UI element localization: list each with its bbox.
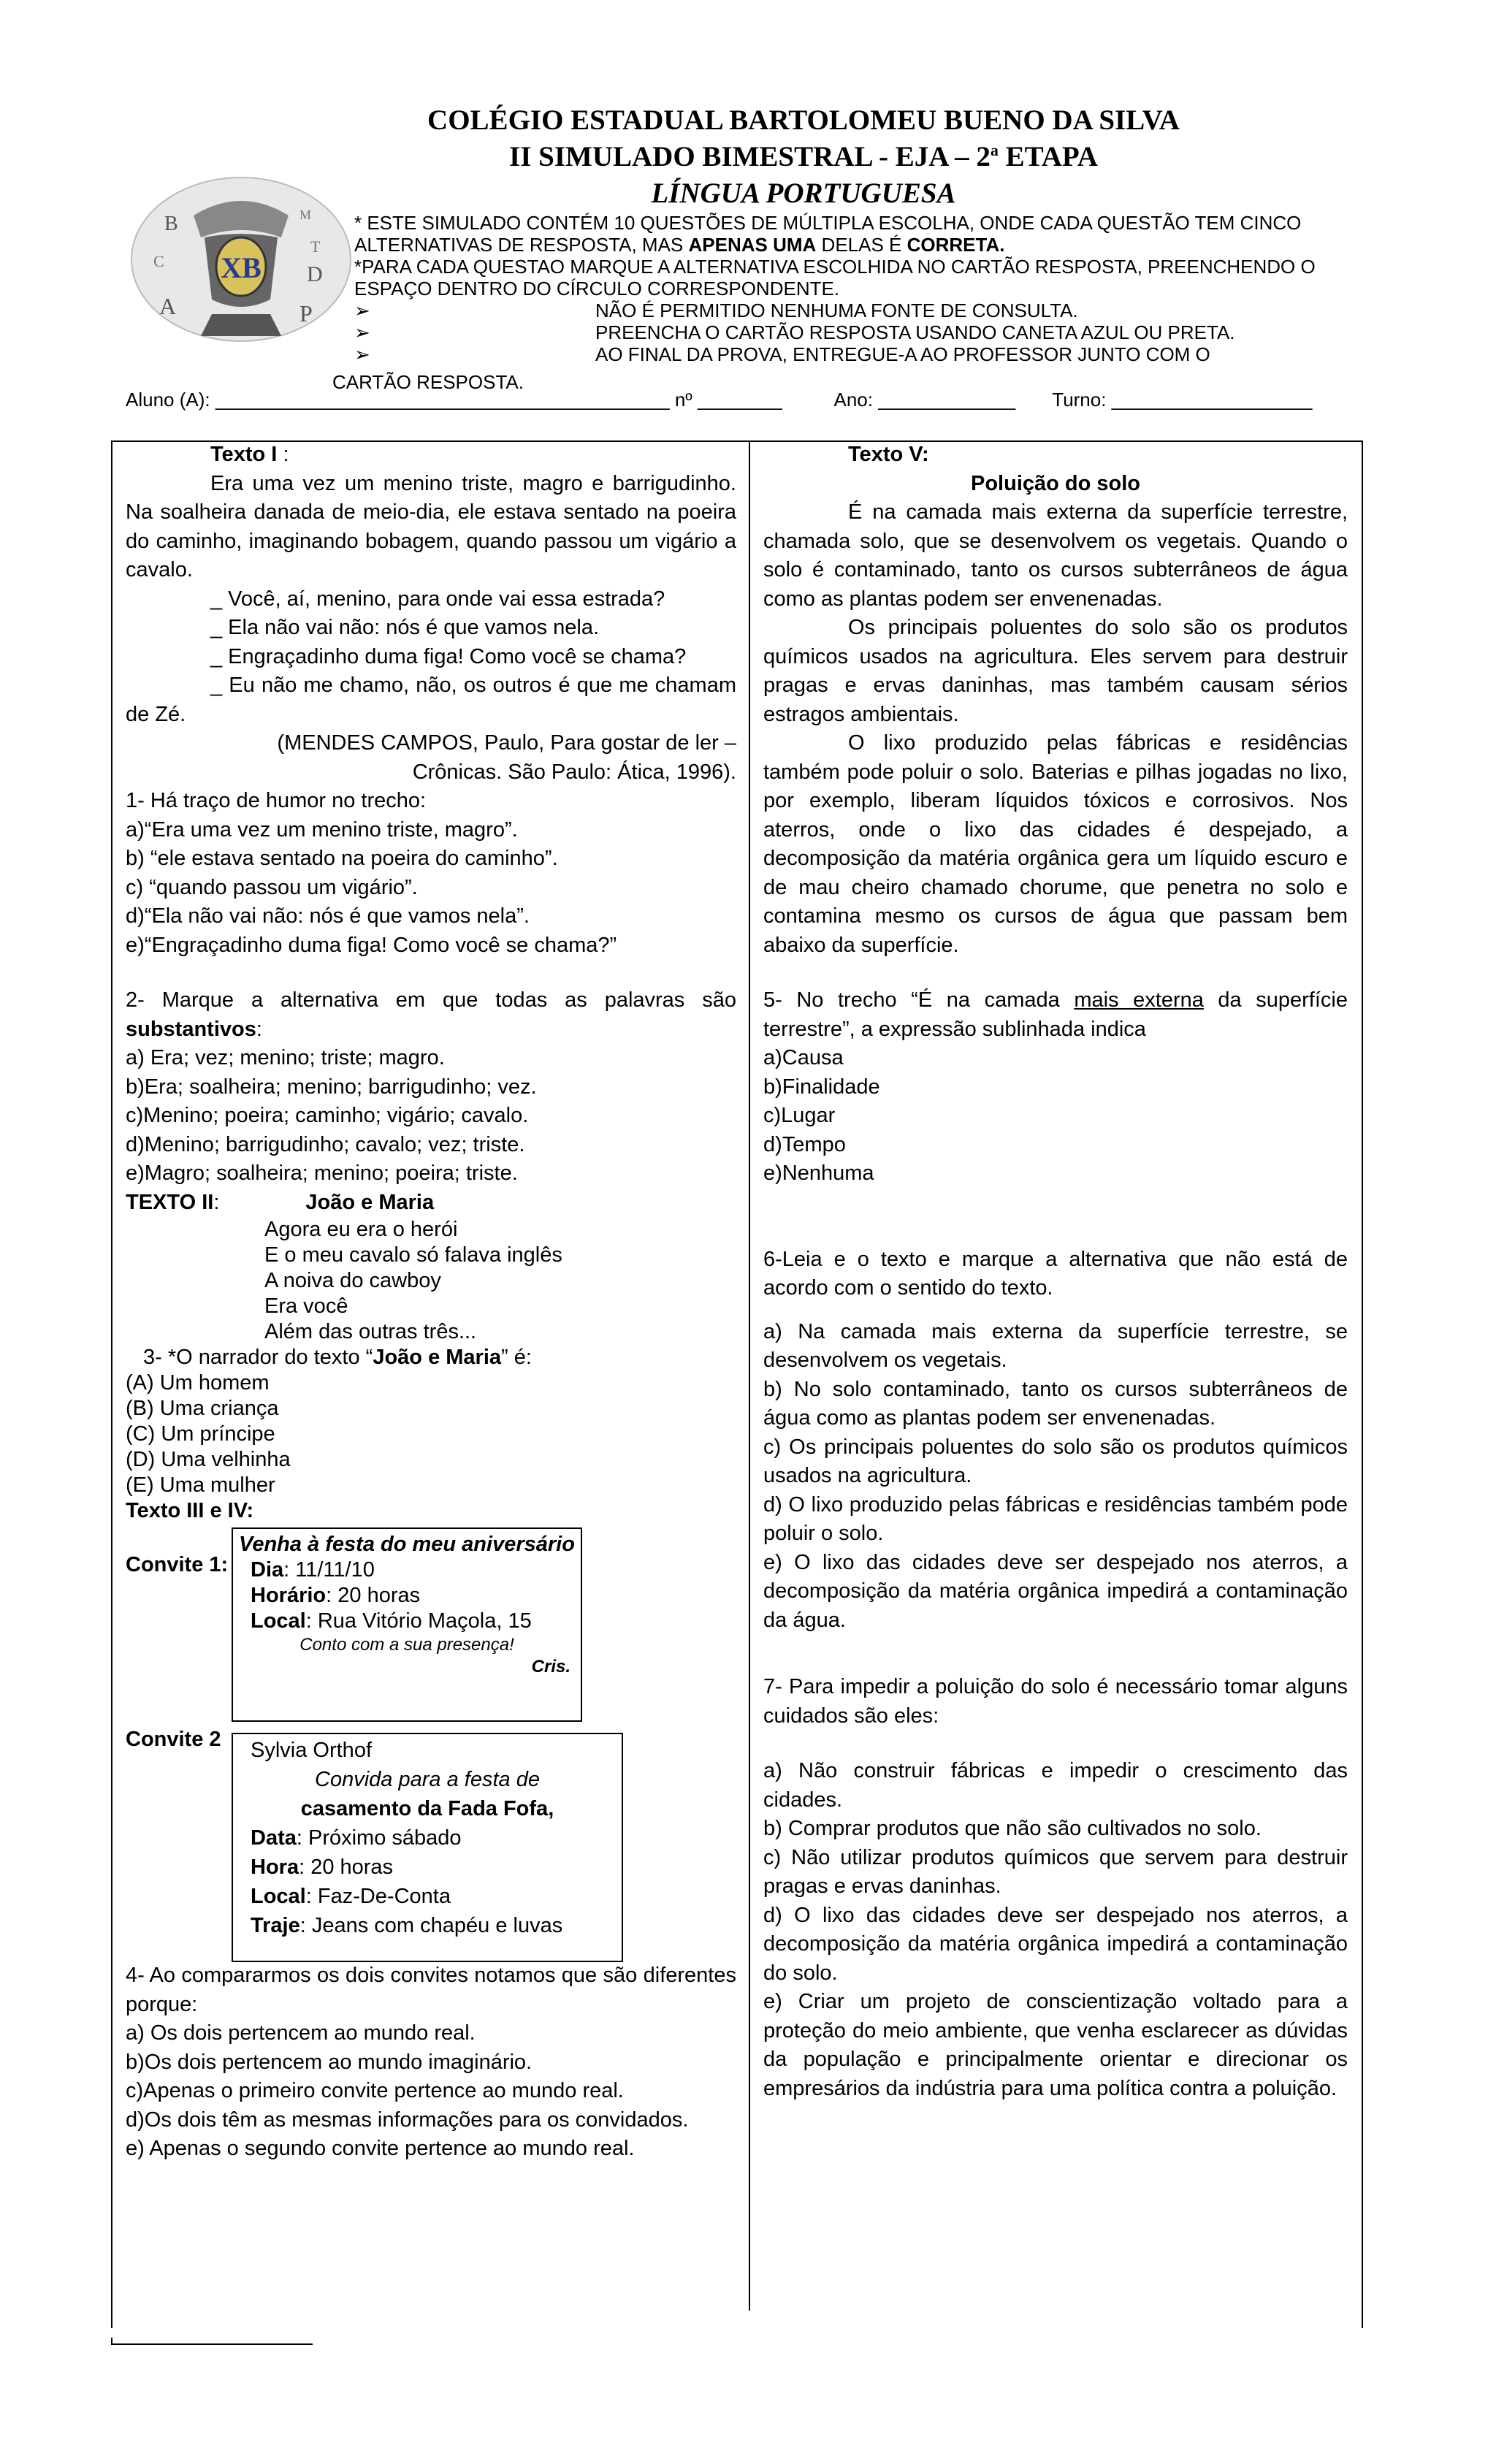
invitation-2-dress: Traje: Jeans com chapéu e luvas: [251, 1914, 563, 1937]
invitation-1-closing: Conto com a sua presença!: [299, 1635, 514, 1655]
q3-option-e: (E) Uma mulher: [126, 1473, 275, 1497]
invitation-2: [232, 1733, 623, 1962]
q7-option-c: c) Não utilizar produtos químicos que servem para destruir pragas e ervas daninhas.: [763, 1845, 1348, 1898]
texto1-label: Texto I: [210, 443, 278, 466]
invitation-2-line1: Convida para a festa de: [315, 1768, 540, 1791]
q2-option-a: a) Era; vez; menino; triste; magro.: [126, 1046, 445, 1069]
q4-option-d: d)Os dois têm as mesmas informações para os convidados.: [126, 2108, 689, 2132]
student-info-line[interactable]: Aluno (A): ___________________________________________ nº ________ Ano: _____________ Turno: ___________________: [126, 389, 1313, 411]
q5-option-b: b)Finalidade: [763, 1075, 880, 1099]
logo-monogram: XB: [221, 251, 262, 284]
question-6: 6-Leia e o texto e marque a alternativa que não está de acordo com o sentido do texto.: [763, 1247, 1348, 1300]
q3-option-c: (C) Um príncipe: [126, 1422, 275, 1446]
left-column: Texto I : Era uma vez um menino triste, magro e barrigudinho. Na soalheira danada de meio-dia, ele estava sentado na poeira do caminho, imaginando bobagem, quando passou um vigário a cavalo. _ Você, aí, menino, para onde vai essa estrada? _ Ela não vai não: nós é que vamos nela. _ Engraçadinho duma figa! Como você se chama? _ Eu não me chamo, não, os outros é que me chamam de Zé. (MENDES CAMPOS, Paulo, Para gostar de ler – Crônicas. São Paulo: Ática, 1996). 1- Há traço de humor no trecho: a)“Era uma vez um menino triste, magro”. b) “ele estava sentado na poeira do caminho”. c) “quando passou um vigário”. d)“Ela não vai não: nós é que vamos nela”. e)“Engraçadinho duma figa! Como você se chama?” 2- Marque a alternativa em que todas as palavras são substantivos: a) Era; vez; menino; triste; magro. b)Era; soalheira; menino; barrigudinho; vez. c)Menino; poeira; caminho; vigário; cavalo. d)Menino; barrigudinho; cavalo; vez; triste. e)Magro; soalheira; menino; poeira; triste. TEXTO II: João e Maria Agora eu era o herói E o meu cavalo só falava inglês A noiva do cawboy Era você Além das outras três... 3- *O narrador do texto “João e Maria” é: (A) Um homem (B) Uma criança (C) Um príncipe (D) Uma velhinha (E) Uma mulher Texto III e IV:: [126, 443, 736, 1522]
q5-option-c: c)Lugar: [763, 1104, 836, 1127]
q2-option-e: e)Magro; soalheira; menino; poeira; triste.: [126, 1162, 518, 1185]
svg-text:T: T: [310, 237, 321, 256]
citation: (MENDES CAMPOS, Paulo, Para gostar de ler –: [277, 731, 736, 755]
svg-text:P: P: [299, 300, 313, 327]
question-2: 2- Marque a alternativa em que todas as palavras são substantivos:: [126, 988, 736, 1041]
school-name: COLÉGIO ESTADUAL BARTOLOMEU BUENO DA SILVA: [427, 104, 1180, 136]
dialogue-line: _ Engraçadinho duma figa! Como você se chama?: [210, 644, 687, 668]
instruction-bullet-3-cont: CARTÃO RESPOSTA.: [332, 371, 524, 393]
q2-option-d: d)Menino; barrigudinho; cavalo; vez; triste.: [126, 1132, 525, 1156]
instruction-bullet-3: ➢ AO FINAL DA PROVA, ENTREGUE-A AO PROFESSOR JUNTO COM O: [354, 343, 1210, 365]
q6-option-a: a) Na camada mais externa da superfície terrestre, se desenvolvem os vegetais.: [763, 1319, 1348, 1372]
right-column: [763, 440, 1348, 2103]
invitation-1-place: Local: Rua Vitório Maçola, 15: [251, 1609, 532, 1633]
q7-option-e: e) Criar um projeto de conscientização voltado para a proteção do meio ambiente, que venha esclarecer as dúvidas da população e principalmente orientar e direcionar os empresários da indústria para uma política contra a poluição.: [763, 1990, 1348, 2100]
invitation-1-title: Venha à festa do meu aniversário: [239, 1533, 575, 1556]
q5-option-e: e)Nenhuma: [763, 1162, 874, 1185]
svg-text:M: M: [299, 207, 312, 222]
invitation-1-date: Dia: 11/11/10: [251, 1558, 375, 1582]
texto1-paragraph: Era uma vez um menino triste, magro e barrigudinho. Na soalheira danada de meio-dia, ele estava sentado na poeira do caminho, imaginando bobagem, quando passou um vigário a cavalo.: [126, 471, 736, 581]
citation: Crônicas. São Paulo: Ática, 1996).: [412, 760, 736, 784]
question-4: 4- Ao compararmos os dois convites notamos que são diferentes porque:: [126, 1964, 736, 2016]
invitation-1-signature: Cris.: [531, 1657, 570, 1677]
invitation-2-line2: casamento da Fada Fofa,: [300, 1797, 554, 1820]
subject-title: LÍNGUA PORTUGUESA: [651, 178, 956, 209]
poem-line: Além das outras três...: [264, 1320, 477, 1343]
texto5-paragraph-1: É na camada mais externa da superfície terrestre, chamada solo, que se desenvolvem os vegetais. Quando o solo é contaminado, tanto os cursos subterrâneos de água como as plantas podem ser envenenadas.: [763, 500, 1348, 611]
q6-option-b: b) No solo contaminado, tanto os cursos subterrâneos de água como as plantas podem ser envenenadas.: [763, 1377, 1348, 1430]
texto5-paragraph-2: Os principais poluentes do solo são os produtos químicos usados na agricultura. Eles servem para destruir pragas e ervas daninhas, mas também causam sérios estragos ambientais.: [763, 616, 1348, 726]
q4-option-b: b)Os dois pertencem ao mundo imaginário.: [126, 2050, 533, 2074]
texto2-heading: TEXTO II: João e Maria: [126, 1190, 435, 1214]
q4-option-c: c)Apenas o primeiro convite pertence ao mundo real.: [126, 2079, 624, 2102]
dialogue-line: _ Ela não vai não: nós é que vamos nela.: [210, 616, 600, 639]
invitation-2-author: Sylvia Orthof: [251, 1739, 372, 1762]
question-7: 7- Para impedir a poluição do solo é necessário tomar alguns cuidados são eles:: [763, 1675, 1348, 1728]
q4-option-e: e) Apenas o segundo convite pertence ao mundo real.: [126, 2137, 635, 2160]
question-1: 1- Há traço de humor no trecho:: [126, 789, 427, 812]
invitation-1: [232, 1527, 582, 1722]
q1-option-a: a)“Era uma vez um menino triste, magro”.: [126, 817, 518, 842]
arrow-bullet-icon: ➢: [354, 321, 370, 343]
invitation-1-time: Horário: 20 horas: [251, 1584, 421, 1607]
invitation-2-time: Hora: 20 horas: [251, 1855, 394, 1879]
q4-option-a: a) Os dois pertencem ao mundo real.: [126, 2021, 476, 2045]
convite1-label: Convite 1:: [126, 1553, 229, 1576]
invitation-2-date: Data: Próximo sábado: [251, 1826, 462, 1850]
q3-option-a: (A) Um homem: [126, 1371, 270, 1395]
q1-option-d: d)“Ela não vai não: nós é que vamos nela”.: [126, 904, 530, 928]
q7-option-b: b) Comprar produtos que não são cultivados no solo.: [763, 1817, 1262, 1840]
question-5: 5- No trecho “É na camada mais externa da superfície terrestre”, a expressão sublinhada indica: [763, 988, 1348, 1041]
svg-text:B: B: [164, 213, 178, 235]
poem-line: Era você: [264, 1294, 348, 1318]
instructions: [354, 212, 1333, 365]
q1-option-e: e)“Engraçadinho duma figa! Como você se chama?”: [126, 933, 617, 957]
poem-line: Agora eu era o herói: [264, 1218, 458, 1241]
instruction-bullet-2: ➢ PREENCHA O CARTÃO RESPOSTA USANDO CANETA AZUL OU PRETA.: [354, 321, 1235, 343]
question-3: 3- *O narrador do texto “João e Maria” é:: [143, 1346, 532, 1369]
dialogue-line: _ Eu não me chamo, não, os outros é que me chamam de Zé.: [126, 674, 736, 726]
q5-option-d: d)Tempo: [763, 1132, 846, 1156]
texto34-heading: Texto III e IV:: [126, 1499, 254, 1522]
poem: [126, 1217, 736, 1345]
invitation-2-place: Local: Faz-De-Conta: [251, 1885, 451, 1908]
q3-option-b: (B) Uma criança: [126, 1397, 279, 1420]
q2-option-c: c)Menino; poeira; caminho; vigário; cavalo.: [126, 1104, 529, 1127]
q7-option-d: d) O lixo das cidades deve ser despejado nos aterros, a decomposição da matéria orgânica impedirá a contaminação do solo.: [763, 1903, 1348, 1985]
footnote-line: [111, 2343, 313, 2345]
texto5-label: Texto V:: [848, 443, 929, 466]
poem-line: A noiva do cawboy: [264, 1269, 441, 1292]
svg-text:C: C: [153, 252, 164, 270]
q1-option-c: c) “quando passou um vigário”.: [126, 875, 418, 899]
column-divider: [749, 440, 750, 2311]
q2-option-b: b)Era; soalheira; menino; barrigudinho; vez.: [126, 1075, 537, 1099]
q6-option-d: d) O lixo produzido pelas fábricas e residências também pode poluir o solo.: [763, 1492, 1348, 1545]
arrow-bullet-icon: ➢: [354, 343, 370, 365]
svg-text:A: A: [159, 293, 177, 319]
convite2-label: Convite 2: [126, 1728, 221, 1751]
q6-option-e: e) O lixo das cidades deve ser despejado nos aterros, a decomposição da matéria orgânica impedirá a contaminação da água.: [763, 1550, 1348, 1632]
question-4-block: [126, 1961, 736, 2164]
exam-title: II SIMULADO BIMESTRAL - EJA – 2$^a$ ETAPA: [509, 141, 1098, 172]
instruction-2: *PARA CADA QUESTAO MARQUE A ALTERNATIVA ESCOLHIDA NO CARTÃO RESPOSTA, PREENCHENDO O ESPAÇO DENTRO DO CÍRCULO CORRESPONDENTE.: [354, 256, 1316, 300]
q1-option-b: b) “ele estava sentado na poeira do caminho”.: [126, 847, 558, 870]
poem-line: E o meu cavalo só falava inglês: [264, 1243, 562, 1267]
texto5-paragraph-3: O lixo produzido pelas fábricas e residências também pode poluir o solo. Baterias e pilhas jogadas no lixo, por exemplo, liberam líquidos tóxicos e corrosivos. Nos aterros, onde o lixo das cidades é despejado, a decomposição da matéria orgânica gera um líquido escuro e de mau cheiro chamado chorume, que penetra no solo e contamina mesmo os cursos de água que passam bem abaixo da superfície.: [763, 731, 1348, 957]
texto5-title: Poluição do solo: [970, 471, 1140, 495]
q3-option-d: (D) Uma velhinha: [126, 1448, 291, 1471]
q5-option-a: a)Causa: [763, 1046, 844, 1069]
q7-option-a: a) Não construir fábricas e impedir o crescimento das cidades.: [763, 1759, 1348, 1812]
q6-option-c: c) Os principais poluentes do solo são os produtos químicos usados na agricultura.: [763, 1435, 1348, 1487]
svg-text:D: D: [307, 262, 323, 286]
dialogue-line: _ Você, aí, menino, para onde vai essa estrada?: [210, 587, 665, 611]
instruction-bullet-1: ➢ NÃO É PERMITIDO NENHUMA FONTE DE CONSULTA.: [354, 300, 1078, 321]
instruction-1: * ESTE SIMULADO CONTÉM 10 QUESTÕES DE MÚLTIPLA ESCOLHA, ONDE CADA QUESTÃO TEM CINCO ALTERNATIVAS DE RESPOSTA, MAS APENAS UMA DELAS É CORRETA.: [354, 212, 1302, 256]
arrow-bullet-icon: ➢: [354, 300, 370, 321]
